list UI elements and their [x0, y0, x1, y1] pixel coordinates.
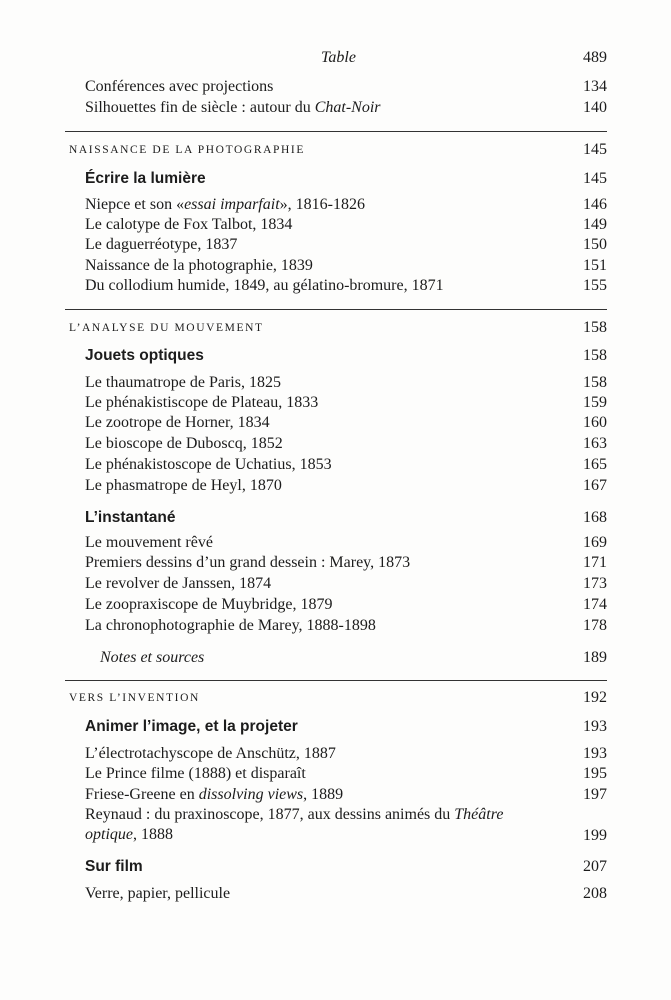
toc-page-number: 171 — [583, 554, 607, 571]
toc-entry: Le thaumatrope de Paris, 1825 — [85, 374, 281, 391]
toc-page-number: 169 — [583, 534, 607, 551]
toc-entry: Niepce et son «essai imparfait», 1816-1826 — [85, 196, 365, 213]
toc-page-number: 168 — [583, 509, 607, 526]
toc-entry: Silhouettes fin de siècle : autour du Chat-Noir — [85, 99, 381, 116]
toc-entry: Du collodium humide, 1849, au gélatino-bromure, 1871 — [85, 277, 444, 294]
toc-entry: Le Prince filme (1888) et disparaît — [85, 765, 306, 782]
toc-page-number: 193 — [583, 718, 607, 735]
toc-entry: Le zootrope de Horner, 1834 — [85, 414, 270, 431]
toc-page-number: 192 — [583, 689, 607, 706]
section-divider — [65, 680, 607, 681]
toc-page-number: 208 — [583, 885, 607, 902]
toc-entry: Naissance de la photographie, 1839 — [85, 257, 313, 274]
toc-page-number: 149 — [583, 216, 607, 233]
toc-entry: Premiers dessins d’un grand dessein : Marey, 1873 — [85, 554, 411, 571]
toc-page-number: 197 — [583, 786, 607, 803]
toc-entry: Le bioscope de Duboscq, 1852 — [85, 435, 283, 452]
toc-page-number: 145 — [583, 141, 607, 158]
toc-page-number: 163 — [583, 435, 607, 452]
toc-page-number: 174 — [583, 596, 607, 613]
toc-page-number: 146 — [583, 196, 607, 213]
toc-page-number: 134 — [583, 78, 607, 95]
toc-entry: Le phénakistoscope de Uchatius, 1853 — [85, 456, 332, 473]
section-heading: NAISSANCE DE LA PHOTOGRAPHIE — [69, 144, 305, 156]
toc-entry: L’électrotachyscope de Anschütz, 1887 — [85, 745, 336, 762]
toc-entry: Reynaud : du praxinoscope, 1877, aux dessins animés du Théâtre optique, 1888 — [85, 806, 504, 843]
notes-entry: Notes et sources — [100, 649, 205, 666]
toc-page-number: 151 — [583, 257, 607, 274]
toc-page-number: 195 — [583, 765, 607, 782]
chapter-heading: Animer l’image, et la projeter — [85, 718, 298, 735]
toc-page-number: 160 — [583, 414, 607, 431]
toc-entry: Le revolver de Janssen, 1874 — [85, 575, 272, 592]
toc-page-number: 167 — [583, 477, 607, 494]
toc-entry: Le phasmatrope de Heyl, 1870 — [85, 477, 282, 494]
toc-page-number: 193 — [583, 745, 607, 762]
folio-page-number: 489 — [583, 49, 607, 66]
toc-page-number: 165 — [583, 456, 607, 473]
section-heading: L’ANALYSE DU MOUVEMENT — [69, 322, 264, 334]
section-divider — [65, 309, 607, 310]
toc-page-number: 207 — [583, 858, 607, 875]
running-title: Table — [321, 49, 356, 66]
toc-entry: Conférences avec projections — [85, 78, 274, 95]
toc-page-number: 140 — [583, 99, 607, 116]
toc-entry: Le daguerréotype, 1837 — [85, 236, 238, 253]
chapter-heading: Écrire la lumière — [85, 170, 206, 187]
toc-entry: Verre, papier, pellicule — [85, 885, 231, 902]
chapter-heading: L’instantané — [85, 509, 176, 526]
chapter-heading: Jouets optiques — [85, 347, 204, 364]
toc-page-number: 189 — [583, 649, 607, 666]
chapter-heading: Sur film — [85, 858, 143, 875]
toc-page-number: 155 — [583, 277, 607, 294]
toc-page-number: 158 — [583, 319, 607, 336]
toc-page-number: 199 — [583, 827, 607, 844]
toc-page-number: 150 — [583, 236, 607, 253]
toc-page-number: 173 — [583, 575, 607, 592]
toc-entry: Le phénakistiscope de Plateau, 1833 — [85, 394, 319, 411]
toc-page-number: 158 — [583, 374, 607, 391]
toc-entry: Le mouvement rêvé — [85, 534, 213, 551]
toc-page-number: 145 — [583, 170, 607, 187]
toc-entry: Le zoopraxiscope de Muybridge, 1879 — [85, 596, 333, 613]
toc-entry: Friese-Greene en dissolving views, 1889 — [85, 786, 344, 803]
toc-page-number: 159 — [583, 394, 607, 411]
section-heading: VERS L’INVENTION — [69, 692, 200, 704]
toc-page-number: 178 — [583, 617, 607, 634]
toc-page-number: 158 — [583, 347, 607, 364]
toc-entry: La chronophotographie de Marey, 1888-1898 — [85, 617, 376, 634]
toc-entry: Le calotype de Fox Talbot, 1834 — [85, 216, 293, 233]
section-divider — [65, 131, 607, 132]
